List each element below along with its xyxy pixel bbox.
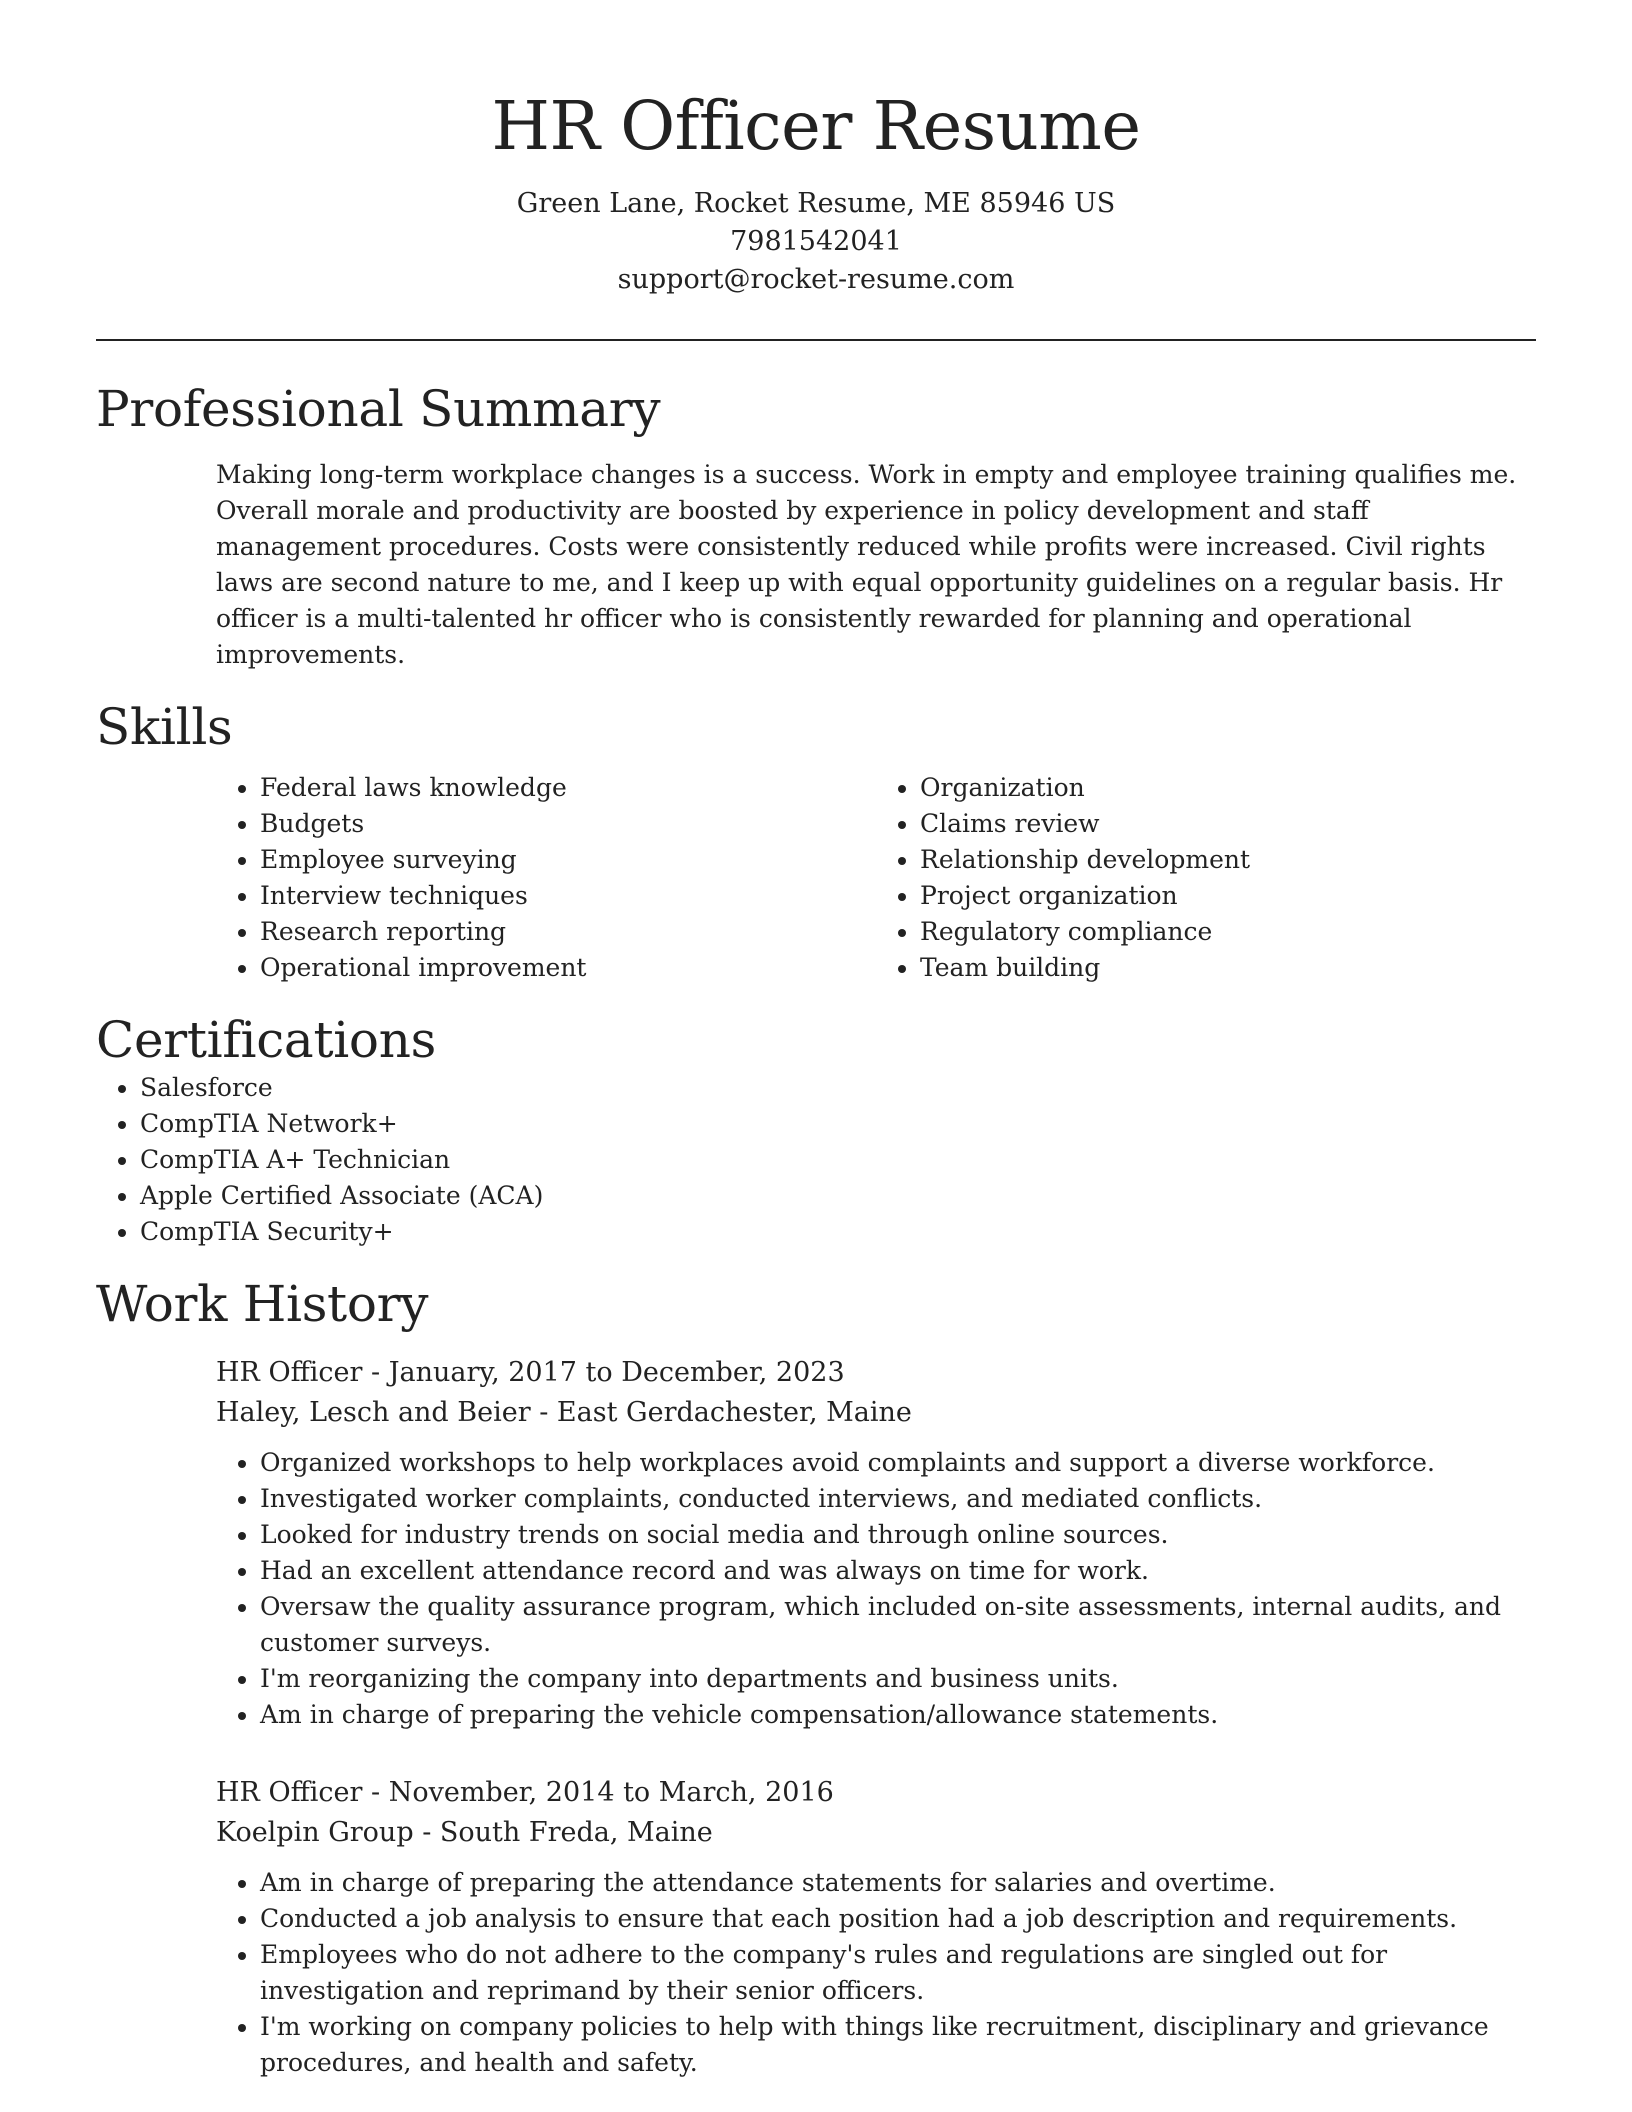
contact-address: Green Lane, Rocket Resume, ME 85946 US — [516, 188, 1116, 220]
job-bullets — [216, 1445, 1536, 1733]
skills-list-right — [876, 770, 1536, 986]
list-item: • Conducted a job analysis to ensure that each position had a job description and requirements. — [260, 1901, 1536, 1937]
contact-phone: 7981542041 — [730, 226, 902, 258]
list-item: • Am in charge of preparing the attendance statements for salaries and overtime. — [260, 1865, 1536, 1901]
list-item: • Am in charge of preparing the vehicle compensation/allowance statements. — [260, 1697, 1536, 1733]
job-title-dates: HR Officer - November, 2014 to March, 2016 — [216, 1777, 834, 1809]
section-professional-summary — [0, 381, 1632, 673]
section-work-history — [0, 1276, 1632, 2082]
list-item: • Federal laws knowledge — [260, 770, 876, 806]
list-item: • CompTIA Network+ — [140, 1106, 1536, 1142]
list-item: • I'm working on company policies to help with things like recruitment, disciplinary and grievance procedures, and health and safety. — [260, 2009, 1536, 2081]
job-title-dates: HR Officer - January, 2017 to December, 2023 — [216, 1357, 845, 1389]
page-title: HR Officer Resume — [491, 87, 1141, 165]
list-item: • Oversaw the quality assurance program, which included on-site assessments, internal audits, and customer surveys. — [260, 1589, 1536, 1661]
list-item: • Project organization — [920, 878, 1536, 914]
skills-list-left — [216, 770, 876, 986]
list-item: • Budgets — [260, 806, 876, 842]
resume-header — [0, 0, 1632, 299]
certifications-list — [96, 1070, 1536, 1250]
list-item: • Interview techniques — [260, 878, 876, 914]
list-item: • Investigated worker complaints, conducted interviews, and mediated conflicts. — [260, 1481, 1536, 1517]
list-item: • Relationship development — [920, 842, 1536, 878]
section-heading: Work History — [96, 1274, 429, 1333]
section-heading: Skills — [96, 697, 233, 756]
list-item: • Employee surveying — [260, 842, 876, 878]
job-bullets — [216, 1865, 1536, 2081]
list-item: • Regulatory compliance — [920, 914, 1536, 950]
list-item: • Operational improvement — [260, 950, 876, 986]
list-item: • Research reporting — [260, 914, 876, 950]
list-item: • Team building — [920, 950, 1536, 986]
job-entry — [216, 1773, 1536, 2081]
list-item: • Apple Certified Associate (ACA) — [140, 1178, 1536, 1214]
section-heading: Professional Summary — [96, 380, 661, 439]
list-item: • I'm reorganizing the company into departments and business units. — [260, 1661, 1536, 1697]
contact-block — [0, 185, 1632, 299]
list-item: • Organized workshops to help workplaces avoid complaints and support a diverse workforce. — [260, 1445, 1536, 1481]
job-company-location: Koelpin Group - South Freda, Maine — [216, 1817, 713, 1849]
list-item: • Looked for industry trends on social media and through online sources. — [260, 1517, 1536, 1553]
list-item: • Employees who do not adhere to the company's rules and regulations are singled out for investigation and reprimand by their senior officers. — [260, 1937, 1536, 2009]
section-skills — [0, 699, 1632, 987]
list-item: • Salesforce — [140, 1070, 1536, 1106]
list-item: • Claims review — [920, 806, 1536, 842]
job-entry — [216, 1353, 1536, 1733]
section-certifications — [0, 1012, 1632, 1250]
list-item: • CompTIA A+ Technician — [140, 1142, 1536, 1178]
skills-columns — [216, 770, 1536, 986]
summary-text: Making long-term workplace changes is a success. Work in empty and employee training qualifies me. Overall morale and productivity are boosted by experience in policy development and staff management procedures. Costs were consistently reduced while profits were increased. Civil rights laws are second nature to me, and I keep up with equal opportunity guidelines on a regular basis. Hr officer is a multi-talented hr officer who is consistently rewarded for planning and operational improvements. — [216, 459, 1517, 669]
contact-email: support@rocket-resume.com — [617, 264, 1015, 296]
header-divider — [96, 339, 1536, 341]
list-item: • CompTIA Security+ — [140, 1214, 1536, 1250]
list-item: • Had an excellent attendance record and was always on time for work. — [260, 1553, 1536, 1589]
section-heading: Certifications — [96, 1011, 436, 1070]
job-company-location: Haley, Lesch and Beier - East Gerdachester, Maine — [216, 1397, 912, 1429]
list-item: • Organization — [920, 770, 1536, 806]
